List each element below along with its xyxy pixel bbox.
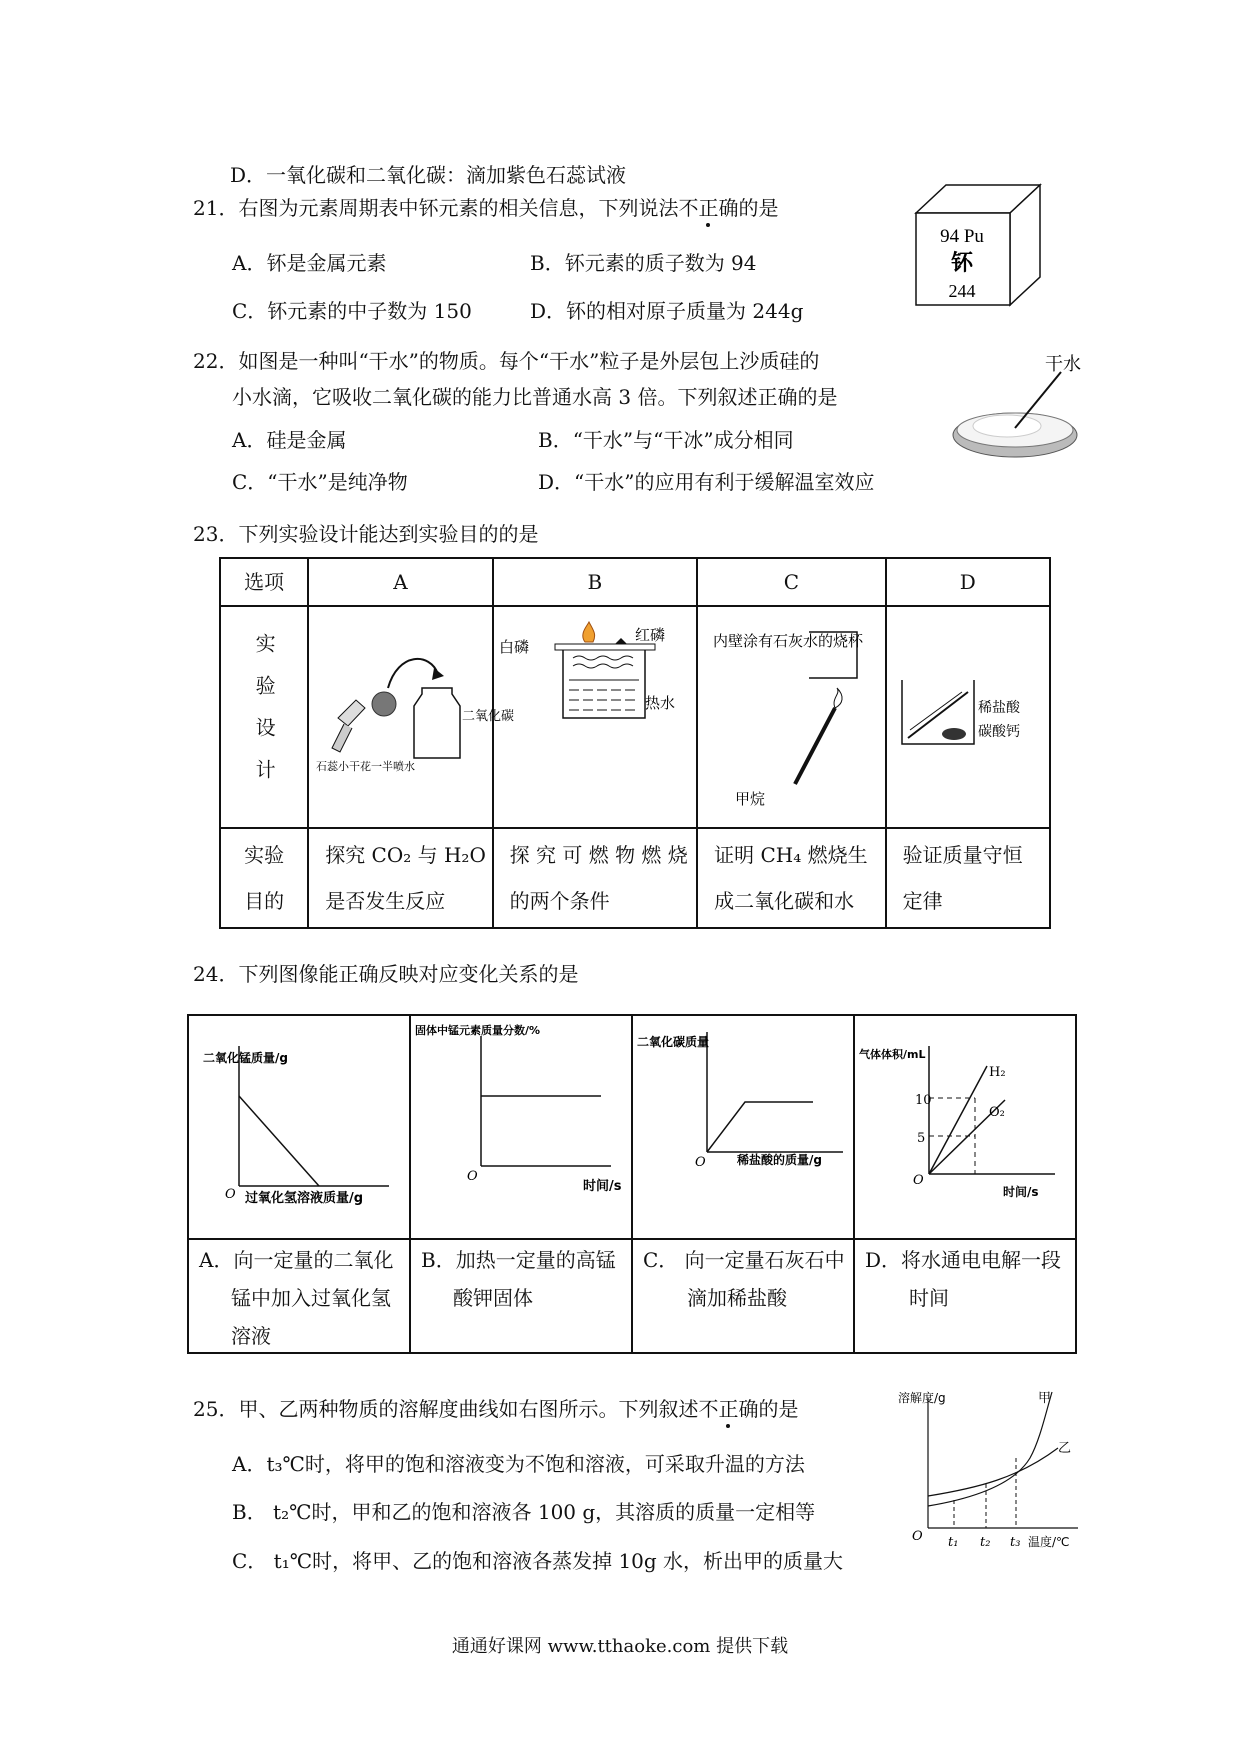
q23-image-c <box>699 608 879 818</box>
q24-a-ylabel: 二氧化锰质量/g <box>203 1051 288 1065</box>
q24-graph-b <box>411 1016 631 1230</box>
q23-d-solid-label: 碳酸钙 <box>977 724 1020 740</box>
q23-header-c: C <box>697 558 885 606</box>
q23-goal-d-2: 定律 <box>902 889 943 913</box>
q23-row-goal-label-1: 实验 <box>244 843 285 867</box>
q25-t3: t₃ <box>1010 1535 1021 1550</box>
q24-table <box>187 1014 1077 1354</box>
q24-c-xlabel: 稀盐酸的质量/g <box>737 1153 822 1167</box>
q24-option-d-1: D．将水通电电解一段 <box>865 1248 1062 1272</box>
q23-goal-a-1: 探究 CO₂ 与 H₂O <box>325 843 486 867</box>
q23-header-b: B <box>493 558 697 606</box>
q23-b-white-label: 白磷 <box>498 638 529 656</box>
q23-d-acid-label: 稀盐酸 <box>977 700 1020 716</box>
q24-option-a-2: 锰中加入过氧化氢 <box>231 1286 391 1310</box>
q24-option-d-2: 时间 <box>909 1286 949 1310</box>
tile-number-symbol: 94 Pu <box>940 226 984 247</box>
q23-c-beaker-label: 内壁涂有石灰水的烧杯 <box>713 632 864 650</box>
q22-option-d: D．“干水”的应用有利于缓解温室效应 <box>538 470 875 494</box>
q22-option-a: A．硅是金属 <box>232 428 347 452</box>
q24-d-ylabel: 气体体积/mL <box>859 1048 926 1061</box>
q24-c-ylabel: 二氧化碳质量 <box>637 1035 710 1049</box>
q21-stem: 21．右图为元素周期表中钚元素的相关信息，下列说法不正确的是 <box>193 196 779 220</box>
tile-mass: 244 <box>948 281 976 301</box>
q24-a-origin: O <box>225 1187 236 1202</box>
q25-ylabel: 溶解度/g <box>898 1391 946 1405</box>
q22-stem-line2: 小水滴，它吸收二氧化碳的能力比普通水高 3 倍。下列叙述正确的是 <box>232 385 838 409</box>
q24-d-origin: O <box>913 1173 924 1188</box>
q24-d-o2: O₂ <box>989 1105 1005 1120</box>
q25-curve-jia: 甲 <box>1038 1391 1052 1406</box>
q24-option-b-1: B．加热一定量的高锰 <box>421 1248 616 1272</box>
q25-t2: t₂ <box>980 1535 991 1550</box>
q25-option-b: B． t₂℃时，甲和乙的饱和溶液各 100 g，其溶质的质量一定相等 <box>232 1500 816 1524</box>
q23-goal-b-1: 探 究 可 燃 物 燃 烧 <box>509 843 688 867</box>
q25-origin: O <box>912 1529 923 1544</box>
q24-stem: 24．下列图像能正确反映对应变化关系的是 <box>193 962 579 986</box>
q24-option-b-2: 酸钾固体 <box>453 1286 533 1310</box>
q22-option-c: C．“干水”是纯净物 <box>232 470 408 494</box>
q23-header-option: 选项 <box>220 558 308 606</box>
q25-xlabel: 温度/℃ <box>1028 1535 1070 1549</box>
q24-d-tick-10: 10 <box>915 1093 932 1108</box>
q24-option-c-2: 滴加稀盐酸 <box>687 1286 787 1310</box>
q21-option-a: A．钚是金属元素 <box>232 251 387 275</box>
footer: 通通好课网 www.tthaoke.com 提供下载 <box>451 1636 789 1657</box>
q24-d-tick-5: 5 <box>917 1131 926 1146</box>
q24-option-a-1: A．向一定量的二氧化 <box>199 1248 394 1272</box>
tile-name: 钚 <box>950 251 974 276</box>
q21-option-c: C．钚元素的中子数为 150 <box>232 299 472 323</box>
q23-header-a: A <box>308 558 492 606</box>
q23-b-water-label: 热水 <box>644 694 675 712</box>
q24-d-xlabel: 时间/s <box>1003 1185 1039 1199</box>
q21-option-d: D．钚的相对原子质量为 244g <box>530 299 804 323</box>
q25-stem: 25．甲、乙两种物质的溶解度曲线如右图所示。下列叙述不正确的是 <box>193 1397 799 1421</box>
q23-image-d <box>888 608 1044 818</box>
q23-a-flower-label: 石蕊小干花一半喷水 <box>316 760 416 773</box>
q23-stem: 23．下列实验设计能达到实验目的的是 <box>193 522 539 546</box>
q23-table <box>219 557 1051 929</box>
q23-goal-b-2: 的两个条件 <box>509 889 610 913</box>
dry-water-image <box>945 350 1085 465</box>
q25-option-a: A．t₃℃时，将甲的饱和溶液变为不饱和溶液，可采取升温的方法 <box>232 1452 805 1476</box>
q24-graph-a <box>189 1016 409 1230</box>
q23-header-d: D <box>886 558 1050 606</box>
q21-emphasis: 不正确 <box>678 196 739 220</box>
q24-graph-c <box>633 1016 853 1230</box>
q24-b-xlabel: 时间/s <box>583 1179 622 1194</box>
q23-goal-a-2: 是否发生反应 <box>325 889 446 913</box>
q25-emphasis: 不正确 <box>698 1397 759 1421</box>
q23-c-gas-label: 甲烷 <box>735 790 766 808</box>
q25-t1: t₁ <box>948 1535 959 1550</box>
q24-graph-d <box>855 1016 1075 1230</box>
q20-option-d: D．一氧化碳和二氧化碳：滴加紫色石蕊试液 <box>230 163 627 187</box>
q24-option-c-1: C． 向一定量石灰石中 <box>643 1248 845 1272</box>
q23-row-goal-label-2: 目的 <box>244 889 285 913</box>
element-tile <box>914 183 1044 307</box>
q24-a-xlabel: 过氧化氢溶液质量/g <box>245 1191 364 1206</box>
q24-b-origin: O <box>467 1169 478 1184</box>
q23-goal-d-1: 验证质量守恒 <box>902 843 1023 867</box>
q23-goal-c-2: 成二氧化碳和水 <box>714 889 855 913</box>
q22-stem-line1: 22．如图是一种叫“干水”的物质。每个“干水”粒子是外层包上沙质硅的 <box>193 349 820 373</box>
q22-option-b: B．“干水”与“干冰”成分相同 <box>538 428 794 452</box>
q24-option-a-3: 溶液 <box>231 1324 271 1348</box>
q25-solubility-graph <box>898 1388 1090 1550</box>
q24-d-h2: H₂ <box>989 1065 1006 1080</box>
q23-goal-c-1: 证明 CH₄ 燃烧生 <box>714 843 868 867</box>
q23-a-gas-label: 二氧化碳 <box>462 709 515 724</box>
q23-row-design-label: 实验设计 <box>252 633 277 801</box>
q25-option-c: C． t₁℃时，将甲、乙的饱和溶液各蒸发掉 10g 水，析出甲的质量大 <box>232 1549 844 1573</box>
q21-option-b: B．钚元素的质子数为 94 <box>530 251 757 275</box>
q25-curve-yi: 乙 <box>1058 1441 1072 1456</box>
q23-b-red-label: 红磷 <box>634 626 665 644</box>
q23-image-b <box>495 608 691 818</box>
dry-water-label: 干水 <box>1045 354 1081 375</box>
q24-b-ylabel: 固体中锰元素质量分数/% <box>415 1024 541 1037</box>
q24-c-origin: O <box>695 1155 706 1170</box>
